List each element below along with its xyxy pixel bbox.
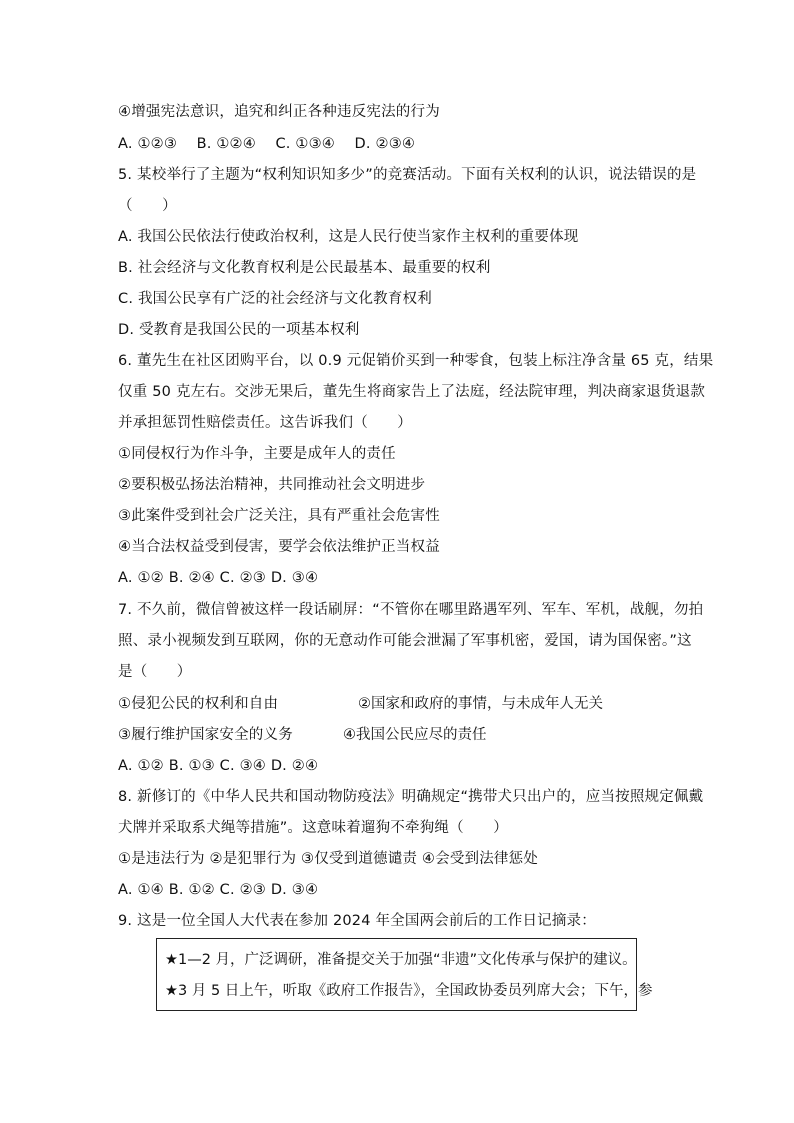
q7-choices: A. ①② B. ①③ C. ③④ D. ②④ [118,758,319,774]
q6-stem-line3: 并承担惩罚性赔偿责任。这告诉我们（ ） [118,415,412,431]
q8-items: ①是违法行为 ②是犯罪行为 ③仅受到道德谴责 ④会受到法律惩处 [118,851,539,867]
q7-item-4: ④我国公民应尽的责任 [343,727,487,743]
q6-stem-line1: 6. 董先生在社区团购平台，以 0.9 元促销价买到一种零食，包装上标注净含量 65 克，结果 [118,353,714,369]
q9-stem-line1: 9. 这是一位全国人大代表在参加 2024 年全国两会前后的工作日记摘录： [118,913,596,929]
q8-stem-line2: 犬牌并采取系犬绳等措施”。这意味着遛狗不牵狗绳（ ） [118,820,508,836]
q6-stem-line2: 仅重 50 克左右。交涉无果后，董先生将商家告上了法庭，经法院审理，判决商家退货退款 [118,384,706,400]
q7-stem-line1: 7. 不久前，微信曾被这样一段话刷屏：“不管你在哪里路遇军列、军车、军机，战舰，勿拍 [118,602,704,618]
q7-stem-line2: 照、录小视频发到互联网，你的无意动作可能会泄漏了军事机密，爱国，请为国保密。”这 [118,633,692,649]
q7-item-2: ②国家和政府的事情，与未成年人无关 [358,696,603,712]
diary-excerpt-box [156,938,653,1011]
q4-item-4: ④增强宪法意识，追究和纠正各种违反宪法的行为 [118,104,440,120]
q7-item-1: ①侵犯公民的权利和自由 [118,696,279,712]
q8-choices: A. ①④ B. ①② C. ②③ D. ③④ [118,882,319,898]
q6-item-2: ②要积极弘扬法治精神，共同推动社会文明进步 [118,477,426,493]
q5-option-d: D. 受教育是我国公民的一项基本权利 [118,322,360,338]
q5-option-b: B. 社会经济与文化教育权利是公民最基本、最重要的权利 [118,260,491,276]
q6-choices: A. ①② B. ②④ C. ②③ D. ③④ [118,570,319,586]
q5-stem-line1: 5. 某校举行了主题为“权利知识知多少”的竞赛活动。下面有关权利的认识，说法错误的是 [118,167,697,183]
q6-item-1: ①同侵权行为作斗争，主要是成年人的责任 [118,446,396,462]
q7-stem-line3: 是（ ） [118,664,192,680]
q6-item-3: ③此案件受到社会广泛关注，具有严重社会危害性 [118,508,440,524]
q6-item-4: ④当合法权益受到侵害，要学会依法维护正当权益 [118,539,440,555]
q4-choices: A. ①②③ B. ①②④ C. ①③④ D. ②③④ [118,136,416,152]
q7-item-3: ③履行维护国家安全的义务 [118,727,293,743]
q5-option-c: C. 我国公民享有广泛的社会经济与文化教育权利 [118,291,432,307]
q5-stem-line2: （ ） [118,198,177,214]
diary-line-2: ★3 月 5 日上午，听取《政府工作报告》，全国政协委员列席大会；下午，参 [165,983,653,999]
q8-stem-line1: 8. 新修订的《中华人民共和国动物防疫法》明确规定“携带犬只出户的，应当按照规定佩戴 [118,789,704,805]
diary-line-1: ★1—2 月，广泛调研，准备提交关于加强“非遗”文化传承与保护的建议。 [165,952,637,968]
q5-option-a: A. 我国公民依法行使政治权利，这是人民行使当家作主权利的重要体现 [118,229,579,245]
